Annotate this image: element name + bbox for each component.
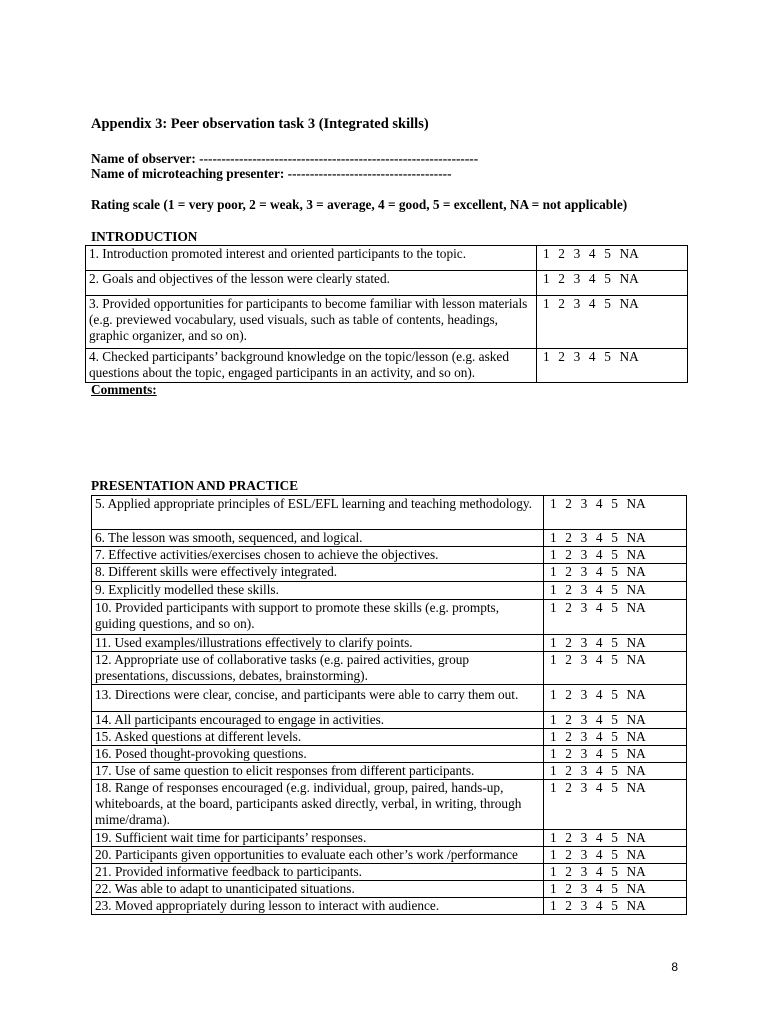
rating-options[interactable]: 1 2 3 4 5 NA — [544, 780, 687, 830]
rating-options[interactable]: 1 2 3 4 5 NA — [544, 763, 687, 780]
rating-options[interactable]: 1 2 3 4 5 NA — [544, 547, 687, 564]
rating-item: 16. Posed thought-provoking questions. — [92, 746, 544, 763]
rating-options[interactable]: 1 2 3 4 5 NA — [544, 635, 687, 652]
table-row — [92, 496, 687, 530]
rating-item: 3. Provided opportunities for participants to become familiar with lesson materials (e.g. previewed vocabulary, used visuals, such as table of contents, headings, graphic organizer, and so on). — [86, 296, 537, 349]
rating-options[interactable]: 1 2 3 4 5 NA — [544, 881, 687, 898]
table-row — [92, 712, 687, 729]
rating-options[interactable]: 1 2 3 4 5 NA — [544, 712, 687, 729]
rating-options[interactable]: 1 2 3 4 5 NA — [537, 271, 688, 296]
rating-item: 15. Asked questions at different levels. — [92, 729, 544, 746]
table-row — [92, 530, 687, 547]
rating-item: 20. Participants given opportunities to evaluate each other’s work /performance — [92, 847, 544, 864]
table-row — [92, 898, 687, 915]
table-row — [92, 635, 687, 652]
table-row — [92, 830, 687, 847]
observer-name-field: Name of observer: --------------------------------------------------------------- — [91, 151, 479, 166]
rating-options[interactable]: 1 2 3 4 5 NA — [544, 652, 687, 685]
rating-options[interactable]: 1 2 3 4 5 NA — [544, 830, 687, 847]
rating-item: 9. Explicitly modelled these skills. — [92, 582, 544, 600]
rating-options[interactable]: 1 2 3 4 5 NA — [544, 898, 687, 915]
rating-options[interactable]: 1 2 3 4 5 NA — [544, 864, 687, 881]
table-row — [92, 600, 687, 635]
rating-item: 6. The lesson was smooth, sequenced, and logical. — [92, 530, 544, 547]
table-row — [92, 847, 687, 864]
rating-options[interactable]: 1 2 3 4 5 NA — [544, 564, 687, 582]
table-row — [92, 763, 687, 780]
rating-item: 1. Introduction promoted interest and oriented participants to the topic. — [86, 246, 537, 271]
rating-options[interactable]: 1 2 3 4 5 NA — [537, 246, 688, 271]
introduction-heading: INTRODUCTION — [91, 229, 198, 244]
introduction-table — [85, 245, 688, 383]
table-row — [92, 729, 687, 746]
rating-item: 2. Goals and objectives of the lesson were clearly stated. — [86, 271, 537, 296]
rating-options[interactable]: 1 2 3 4 5 NA — [544, 600, 687, 635]
rating-item: 18. Range of responses encouraged (e.g. individual, group, paired, hands-up, whiteboards, at the board, participants asked directly, verbal, in writing, through mime/drama). — [92, 780, 544, 830]
rating-item: 21. Provided informative feedback to participants. — [92, 864, 544, 881]
page-number: 8 — [671, 960, 678, 974]
table-row — [86, 349, 688, 383]
presenter-name-field: Name of microteaching presenter: ------------------------------------- — [91, 166, 452, 181]
rating-item: 11. Used examples/illustrations effectively to clarify points. — [92, 635, 544, 652]
page-title: Appendix 3: Peer observation task 3 (Integrated skills) — [91, 116, 429, 132]
rating-options[interactable]: 1 2 3 4 5 NA — [544, 496, 687, 530]
rating-options[interactable]: 1 2 3 4 5 NA — [544, 729, 687, 746]
rating-options[interactable]: 1 2 3 4 5 NA — [544, 685, 687, 712]
rating-item: 17. Use of same question to elicit responses from different participants. — [92, 763, 544, 780]
table-row — [86, 246, 688, 271]
table-row — [92, 881, 687, 898]
presentation-table — [91, 495, 687, 915]
rating-options[interactable]: 1 2 3 4 5 NA — [537, 296, 688, 349]
table-row — [92, 746, 687, 763]
rating-item: 13. Directions were clear, concise, and participants were able to carry them out. — [92, 685, 544, 712]
rating-options[interactable]: 1 2 3 4 5 NA — [544, 746, 687, 763]
table-row — [92, 582, 687, 600]
presentation-heading: PRESENTATION AND PRACTICE — [91, 478, 299, 493]
rating-item: 19. Sufficient wait time for participants’ responses. — [92, 830, 544, 847]
rating-options[interactable]: 1 2 3 4 5 NA — [544, 530, 687, 547]
rating-item: 12. Appropriate use of collaborative tasks (e.g. paired activities, group presentations, discussions, debates, brainstorming). — [92, 652, 544, 685]
table-row — [92, 547, 687, 564]
table-row — [86, 296, 688, 349]
table-row — [92, 780, 687, 830]
rating-item: 22. Was able to adapt to unanticipated situations. — [92, 881, 544, 898]
rating-options[interactable]: 1 2 3 4 5 NA — [537, 349, 688, 383]
rating-scale-legend: Rating scale (1 = very poor, 2 = weak, 3 = average, 4 = good, 5 = excellent, NA = not applicable) — [91, 197, 628, 212]
rating-item: 5. Applied appropriate principles of ESL/EFL learning and teaching methodology. — [92, 496, 544, 530]
rating-options[interactable]: 1 2 3 4 5 NA — [544, 582, 687, 600]
table-row — [92, 864, 687, 881]
rating-item: 14. All participants encouraged to engage in activities. — [92, 712, 544, 729]
rating-item: 23. Moved appropriately during lesson to interact with audience. — [92, 898, 544, 915]
table-row — [86, 271, 688, 296]
table-row — [92, 685, 687, 712]
table-row — [92, 564, 687, 582]
rating-options[interactable]: 1 2 3 4 5 NA — [544, 847, 687, 864]
table-row — [92, 652, 687, 685]
rating-item: 4. Checked participants’ background knowledge on the topic/lesson (e.g. asked questions about the topic, engaged participants in an activity, and so on). — [86, 349, 537, 383]
rating-item: 10. Provided participants with support to promote these skills (e.g. prompts, guiding questions, and so on). — [92, 600, 544, 635]
rating-item: 8. Different skills were effectively integrated. — [92, 564, 544, 582]
rating-item: 7. Effective activities/exercises chosen to achieve the objectives. — [92, 547, 544, 564]
comments-label: Comments: — [91, 382, 157, 397]
